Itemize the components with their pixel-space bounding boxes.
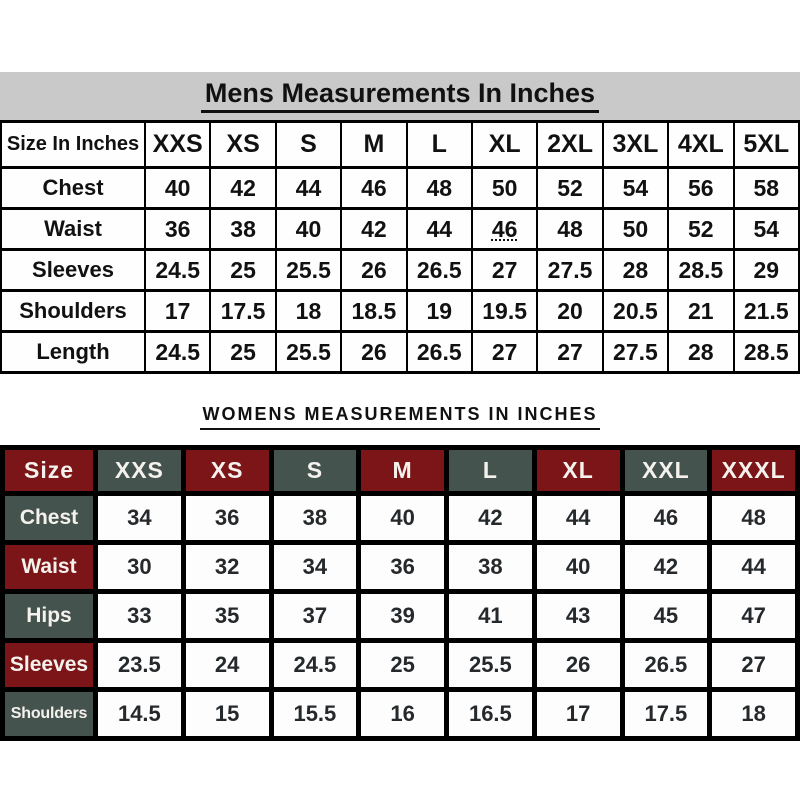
mens-cell: 25 — [210, 250, 275, 291]
womens-cell: 36 — [183, 494, 271, 543]
womens-cell: 43 — [534, 592, 622, 641]
mens-cell: 18.5 — [341, 291, 406, 332]
mens-cell: 19 — [407, 291, 472, 332]
womens-cell: 24 — [183, 641, 271, 690]
womens-header-size-label: Size — [3, 448, 96, 494]
mens-size-header-m: M — [341, 122, 406, 168]
mens-cell: 46 — [472, 209, 537, 250]
womens-cell: 18 — [710, 690, 798, 739]
mens-cell: 26 — [341, 250, 406, 291]
womens-row-label: Waist — [3, 543, 96, 592]
womens-cell: 14.5 — [96, 690, 184, 739]
mens-cell: 46 — [341, 168, 406, 209]
mens-size-header-s: S — [276, 122, 341, 168]
womens-size-header-xxs: XXS — [96, 448, 184, 494]
womens-cell: 25 — [359, 641, 447, 690]
mens-cell: 29 — [734, 250, 799, 291]
womens-cell: 42 — [622, 543, 710, 592]
mens-cell: 58 — [734, 168, 799, 209]
mens-cell: 40 — [276, 209, 341, 250]
womens-cell: 44 — [710, 543, 798, 592]
mens-header-size-label: Size In Inches — [1, 122, 145, 168]
womens-cell: 24.5 — [271, 641, 359, 690]
mens-cell: 28 — [668, 332, 733, 373]
mens-cell: 50 — [472, 168, 537, 209]
mens-row-label: Shoulders — [1, 291, 145, 332]
womens-row-hips — [3, 592, 798, 641]
womens-cell: 15 — [183, 690, 271, 739]
mens-cell: 38 — [210, 209, 275, 250]
womens-title-area — [0, 404, 800, 432]
mens-cell: 44 — [407, 209, 472, 250]
womens-cell: 34 — [271, 543, 359, 592]
mens-row-sleeves — [1, 250, 799, 291]
womens-row-sleeves — [3, 641, 798, 690]
mens-cell: 26 — [341, 332, 406, 373]
mens-size-header-xl: XL — [472, 122, 537, 168]
mens-cell: 27 — [472, 332, 537, 373]
womens-cell: 37 — [271, 592, 359, 641]
mens-cell: 28.5 — [668, 250, 733, 291]
womens-size-table — [0, 445, 800, 741]
mens-cell: 27 — [537, 332, 602, 373]
womens-size-header-m: M — [359, 448, 447, 494]
womens-cell: 36 — [359, 543, 447, 592]
womens-cell: 48 — [710, 494, 798, 543]
mens-cell: 27.5 — [537, 250, 602, 291]
mens-cell: 54 — [734, 209, 799, 250]
womens-cell: 35 — [183, 592, 271, 641]
womens-row-label: Hips — [3, 592, 96, 641]
womens-size-header-xxxl: XXXL — [710, 448, 798, 494]
womens-size-header-xl: XL — [534, 448, 622, 494]
womens-cell: 47 — [710, 592, 798, 641]
womens-cell: 16 — [359, 690, 447, 739]
mens-size-header-xs: XS — [210, 122, 275, 168]
mens-cell: 21.5 — [734, 291, 799, 332]
mens-size-table — [0, 120, 800, 374]
womens-cell: 25.5 — [447, 641, 535, 690]
mens-cell: 42 — [210, 168, 275, 209]
mens-cell: 48 — [407, 168, 472, 209]
mens-row-shoulders — [1, 291, 799, 332]
mens-cell: 27.5 — [603, 332, 668, 373]
mens-cell: 25 — [210, 332, 275, 373]
womens-header-row — [3, 448, 798, 494]
womens-cell: 40 — [359, 494, 447, 543]
mens-row-waist — [1, 209, 799, 250]
mens-row-label: Sleeves — [1, 250, 145, 291]
mens-cell: 24.5 — [145, 250, 210, 291]
mens-header-row — [1, 122, 799, 168]
womens-cell: 33 — [96, 592, 184, 641]
womens-cell: 34 — [96, 494, 184, 543]
mens-table-title: Mens Measurements In Inches — [201, 79, 599, 113]
mens-cell: 18 — [276, 291, 341, 332]
womens-cell: 38 — [447, 543, 535, 592]
mens-size-header-xxs: XXS — [145, 122, 210, 168]
womens-cell: 46 — [622, 494, 710, 543]
mens-cell: 25.5 — [276, 250, 341, 291]
womens-cell: 15.5 — [271, 690, 359, 739]
womens-size-header-xs: XS — [183, 448, 271, 494]
womens-table-title: WOMENS MEASUREMENTS IN INCHES — [200, 404, 599, 430]
mens-cell: 17.5 — [210, 291, 275, 332]
mens-size-header-2xl: 2XL — [537, 122, 602, 168]
mens-cell: 40 — [145, 168, 210, 209]
mens-cell: 42 — [341, 209, 406, 250]
womens-cell: 17.5 — [622, 690, 710, 739]
womens-cell: 16.5 — [447, 690, 535, 739]
mens-cell: 52 — [537, 168, 602, 209]
womens-row-label: Chest — [3, 494, 96, 543]
mens-cell: 44 — [276, 168, 341, 209]
mens-size-header-4xl: 4XL — [668, 122, 733, 168]
mens-cell: 50 — [603, 209, 668, 250]
mens-cell: 17 — [145, 291, 210, 332]
womens-cell: 42 — [447, 494, 535, 543]
mens-cell: 20 — [537, 291, 602, 332]
womens-cell: 40 — [534, 543, 622, 592]
mens-size-header-l: L — [407, 122, 472, 168]
womens-table-header — [3, 448, 798, 494]
womens-cell: 38 — [271, 494, 359, 543]
womens-row-label: Sleeves — [3, 641, 96, 690]
mens-cell: 48 — [537, 209, 602, 250]
mens-cell: 19.5 — [472, 291, 537, 332]
womens-cell: 44 — [534, 494, 622, 543]
mens-cell: 27 — [472, 250, 537, 291]
womens-cell: 17 — [534, 690, 622, 739]
mens-cell: 24.5 — [145, 332, 210, 373]
mens-cell: 21 — [668, 291, 733, 332]
mens-row-label: Length — [1, 332, 145, 373]
mens-size-header-5xl: 5XL — [734, 122, 799, 168]
mens-cell: 28 — [603, 250, 668, 291]
womens-cell: 23.5 — [96, 641, 184, 690]
womens-cell: 32 — [183, 543, 271, 592]
womens-size-header-l: L — [447, 448, 535, 494]
mens-cell: 54 — [603, 168, 668, 209]
womens-row-waist — [3, 543, 798, 592]
mens-size-header-3xl: 3XL — [603, 122, 668, 168]
mens-cell: 56 — [668, 168, 733, 209]
womens-size-header-xxl: XXL — [622, 448, 710, 494]
mens-cell: 25.5 — [276, 332, 341, 373]
mens-row-chest — [1, 168, 799, 209]
mens-cell: 26.5 — [407, 250, 472, 291]
mens-cell: 28.5 — [734, 332, 799, 373]
womens-cell: 30 — [96, 543, 184, 592]
mens-row-label: Waist — [1, 209, 145, 250]
womens-size-header-s: S — [271, 448, 359, 494]
womens-row-chest — [3, 494, 798, 543]
womens-row-label: Shoulders — [3, 690, 96, 739]
mens-table-header — [1, 122, 799, 168]
mens-title-band — [0, 72, 800, 120]
womens-row-shoulders — [3, 690, 798, 739]
mens-cell: 20.5 — [603, 291, 668, 332]
womens-cell: 27 — [710, 641, 798, 690]
mens-cell: 36 — [145, 209, 210, 250]
mens-row-label: Chest — [1, 168, 145, 209]
womens-cell: 26.5 — [622, 641, 710, 690]
mens-cell: 26.5 — [407, 332, 472, 373]
womens-table-body — [3, 494, 798, 739]
womens-cell: 39 — [359, 592, 447, 641]
mens-table-body — [1, 168, 799, 373]
womens-cell: 45 — [622, 592, 710, 641]
womens-cell: 41 — [447, 592, 535, 641]
mens-row-length — [1, 332, 799, 373]
mens-cell: 52 — [668, 209, 733, 250]
womens-cell: 26 — [534, 641, 622, 690]
